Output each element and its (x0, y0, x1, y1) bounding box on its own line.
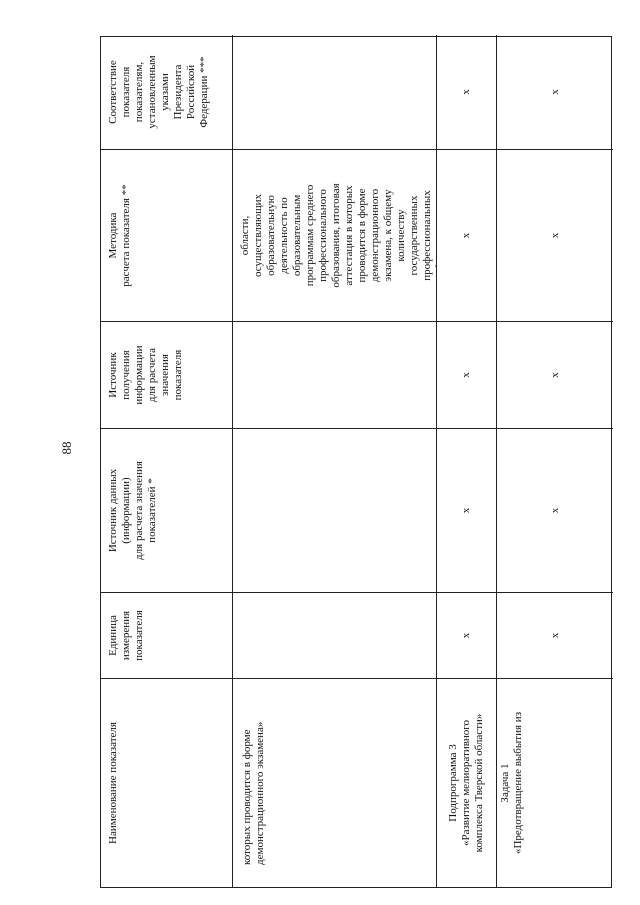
indicators-table (100, 36, 612, 888)
task-data-source: x (497, 428, 613, 592)
continuation-unit (233, 592, 437, 678)
subprogram-method: x (437, 149, 497, 321)
header-indicator-name: Наименование показателя (101, 678, 233, 887)
task-method: x (497, 149, 613, 321)
continuation-indicator-name: которых проводится в форме демонстрационного экзамена» (233, 678, 437, 887)
continuation-compliance (233, 35, 437, 149)
task-unit: x (497, 592, 613, 678)
continuation-method: области, осуществляющих образовательную деятельность по образовательным программам среднего профессионального образования, итоговая аттестация в которых проводится в форме демонстрационного экзамена, к общему количеству государственных профессиональных образовательных (233, 149, 437, 321)
task-info-source: x (497, 321, 613, 428)
subprogram-compliance: x (437, 35, 497, 149)
task-indicator-name: «Предотвращение выбытия из (512, 711, 524, 855)
task-label: Задача 1 (499, 763, 511, 803)
header-info-source: Источник получения информации для расчета значения показателя (101, 321, 233, 428)
task-title (497, 678, 613, 887)
continuation-info-source (233, 321, 437, 428)
task-compliance: x (548, 89, 561, 95)
page-number: 88 (59, 441, 74, 455)
header-data-source: Источник данных (информации) для расчета значения показателей * (101, 428, 233, 592)
header-compliance: Соответствие показателя показателям, установленным указами Президента Российской Федерации *** (101, 35, 233, 149)
subprogram-unit: x (437, 592, 497, 678)
subprogram-title: Подпрограмма 3 «Развитие мелиоративного комплекса Тверской области» (437, 678, 497, 887)
continuation-data-source (233, 428, 437, 592)
subprogram-data-source: x (437, 428, 497, 592)
header-method: Методика расчета показателя ** (101, 149, 233, 321)
subprogram-info-source: x (437, 321, 497, 428)
header-unit: Единица измерения показателя (101, 592, 233, 678)
